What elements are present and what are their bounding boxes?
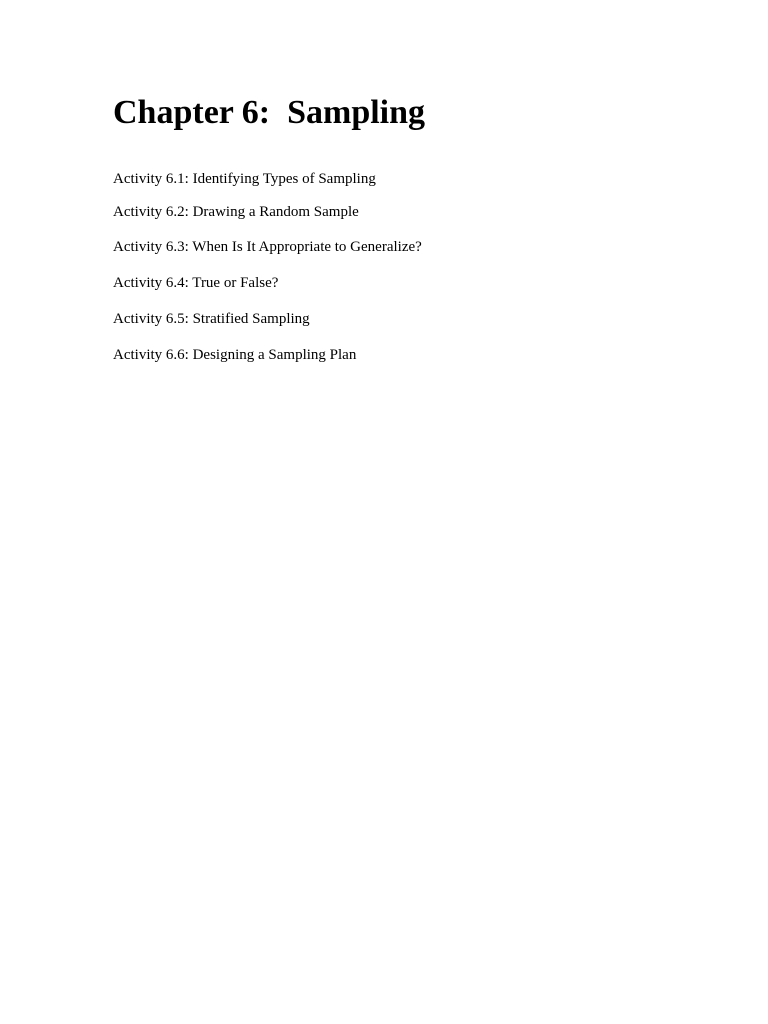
activity-item-6-5: Activity 6.5: Stratified Sampling	[113, 311, 310, 327]
activity-item-6-4: Activity 6.4: True or False?	[113, 275, 279, 291]
activity-item-6-6: Activity 6.6: Designing a Sampling Plan	[113, 347, 357, 363]
activity-item-6-2: Activity 6.2: Drawing a Random Sample	[113, 204, 359, 220]
activity-item-6-1: Activity 6.1: Identifying Types of Sampling	[113, 171, 376, 187]
activity-item-6-3: Activity 6.3: When Is It Appropriate to Generalize?	[113, 239, 422, 255]
chapter-title: Chapter 6: Sampling	[113, 94, 426, 131]
